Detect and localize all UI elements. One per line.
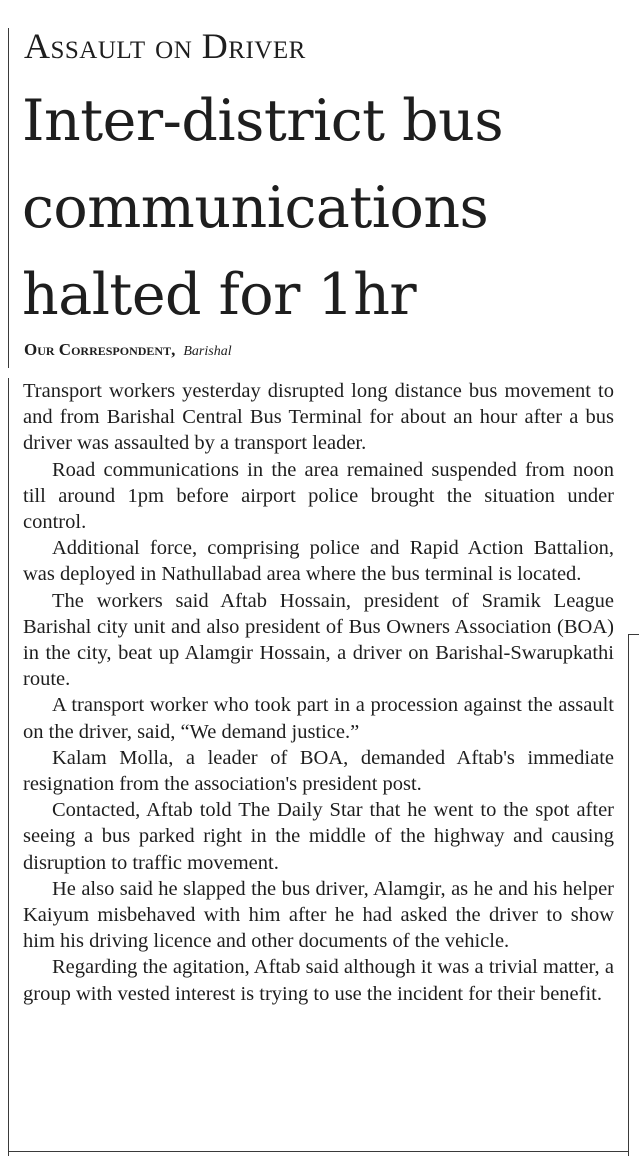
article-body	[23, 378, 614, 1007]
article-paragraph: Kalam Molla, a leader of BOA, demanded Aftab's immediate resignation from the association's president post.	[23, 746, 614, 796]
column-rule-left-bottom	[8, 378, 9, 1156]
article-paragraph: The workers said Aftab Hossain, president of Sramik League Barishal city unit and also president of Bus Owners Association (BOA) in the city, beat up Alamgir Hossain, a driver on Barishal-Swarupkathi route.	[23, 589, 614, 691]
article-paragraph: A transport worker who took part in a procession against the assault on the driver, said, “We demand justice.”	[23, 694, 614, 743]
article-paragraph: He also said he slapped the bus driver, Alamgir, as he and his helper Kaiyum misbehaved with him after he had asked the driver to show him his driving licence and other documents of the vehicle.	[23, 877, 614, 953]
kicker: Assault on Driver	[24, 26, 306, 66]
headline: Inter-district bus communications halted for 1hr	[22, 88, 504, 328]
column-rule-right-cap	[628, 634, 639, 635]
column-rule-right	[628, 634, 629, 1156]
byline-location: Barishal	[183, 344, 232, 359]
article-paragraph: Regarding the agitation, Aftab said although it was a trivial matter, a group with vested interest is trying to use the incident for their benefit.	[23, 956, 614, 1005]
article-paragraph: Contacted, Aftab told The Daily Star that he went to the spot after seeing a bus parked right in the middle of the highway and causing disruption to traffic movement.	[23, 799, 614, 874]
article-paragraph: Additional force, comprising police and Rapid Action Battalion, was deployed in Nathullabad area where the bus terminal is located.	[23, 537, 614, 586]
column-rule-left-top	[8, 28, 9, 368]
bottom-rule	[8, 1151, 629, 1152]
byline-author: Our Correspondent,	[24, 340, 176, 359]
article-paragraph: Road communications in the area remained suspended from noon till around 1pm before airport police brought the situation under control.	[23, 458, 614, 534]
byline	[24, 339, 232, 363]
article-paragraph: Transport workers yesterday disrupted long distance bus movement to and from Barishal Central Bus Terminal for about an hour after a bus driver was assaulted by a transport leader.	[23, 380, 614, 455]
